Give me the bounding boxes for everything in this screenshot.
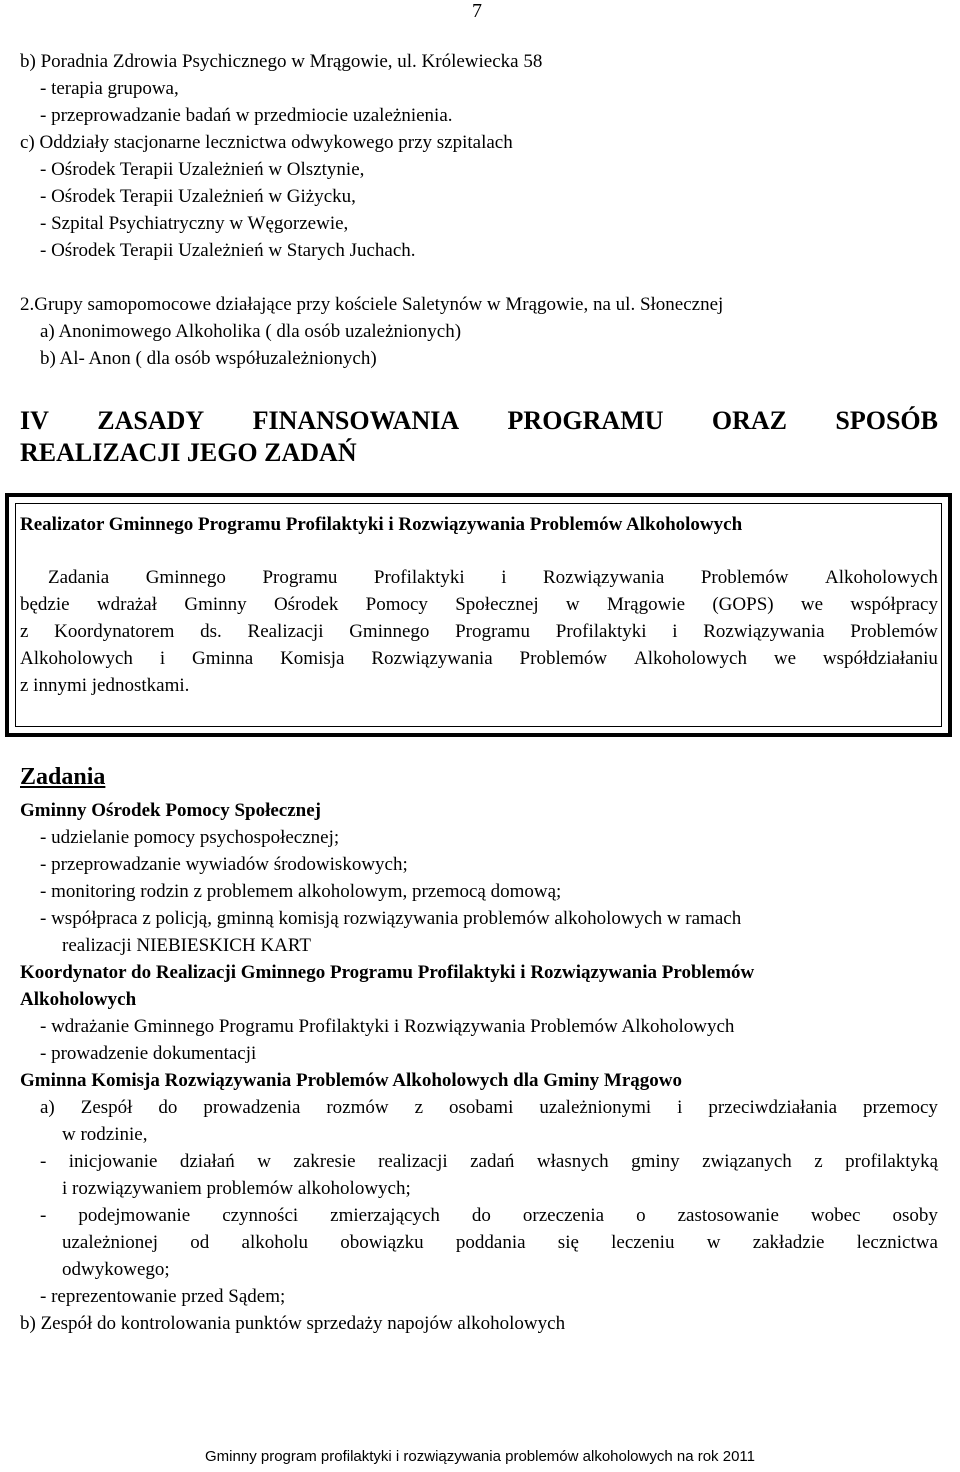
list-item: - Ośrodek Terapii Uzależnień w Starych Juchach. [40,240,416,261]
list-item-continuation: realizacji NIEBIESKICH KART [62,935,311,956]
heading-word: FINANSOWANIA [252,406,460,435]
komisja-line: - podejmowanie czynności zmierzających do orzeczenia o zastosowanie wobec osoby [40,1205,938,1226]
komisja-line: - inicjowanie działań w zakresie realizacji zadań własnych gminy związanych z profilaktyką [40,1151,938,1172]
box-title: Realizator Gminnego Programu Profilaktyki i Rozwiązywania Problemów Alkoholowych [20,514,743,535]
heading-word: PROGRAMU [507,406,664,435]
list-item: - współpraca z policją, gminną komisją rozwiązywania problemów alkoholowych w ramach [40,908,742,929]
box-line: będzie wdrażał Gminny Ośrodek Pomocy Społecznej w Mrągowie (GOPS) we współpracy [20,594,938,615]
list-item: - Szpital Psychiatryczny w Węgorzewie, [40,213,349,234]
list-item: - wdrażanie Gminnego Programu Profilaktyki i Rozwiązywania Problemów Alkoholowych [40,1016,735,1037]
list-item: - przeprowadzanie badań w przedmiocie uzależnienia. [40,105,453,126]
heading-word: ORAZ [711,406,788,435]
page-number: 7 [472,0,482,22]
komisja-line: b) Zespół do kontrolowania punktów sprzedaży napojów alkoholowych [20,1313,566,1334]
komisja-line: - reprezentowanie przed Sądem; [40,1286,286,1307]
box-line: z Koordynatorem ds. Realizacji Gminnego Programu Profilaktyki i Rozwiązywania Problemów [20,621,938,642]
heading-word: SPOSÓB [835,406,938,435]
komisja-line: w rodzinie, [62,1124,148,1145]
list-item: - przeprowadzanie wywiadów środowiskowych; [40,854,408,875]
box-line: Alkoholowych i Gminna Komisja Rozwiązywania Problemów Alkoholowych we współdziałaniu [20,648,938,669]
list-item: - prowadzenie dokumentacji [40,1043,257,1064]
page-footer: Gminny program profilaktyki i rozwiązywania problemów alkoholowych na rok 2011 [205,1448,755,1465]
zadania-title: Zadania [20,764,106,790]
list-item: - terapia grupowa, [40,78,179,99]
heading-word: IV [20,406,49,435]
heading-line-2: REALIZACJI JEGO ZADAŃ [20,438,357,467]
koordynator-title: Koordynator do Realizacji Gminnego Programu Profilaktyki i Rozwiązywania Problemów [20,962,755,983]
komisja-line: a) Zespół do prowadzenia rozmów z osobami uzależnionymi i przeciwdziałania przemocy [40,1097,938,1118]
poradnia-title: b) Poradnia Zdrowia Psychicznego w Mrągowie, ul. Królewiecka 58 [20,51,543,72]
list-item: a) Anonimowego Alkoholika ( dla osób uzależnionych) [40,321,462,342]
grupy-title: 2.Grupy samopomocowe działające przy kościele Saletynów w Mrągowie, na ul. Słonecznej [20,294,724,315]
oddzialy-title: c) Oddziały stacjonarne lecznictwa odwykowego przy szpitalach [20,132,513,153]
box-line: Zadania Gminnego Programu Profilaktyki i Rozwiązywania Problemów Alkoholowych [48,567,938,588]
komisja-line: odwykowego; [62,1259,170,1280]
gops-title: Gminny Ośrodek Pomocy Społecznej [20,800,322,821]
box-line-last: z innymi jednostkami. [20,675,190,696]
komisja-line: uzależnionej od alkoholu obowiązku poddania się leczeniu w zakładzie lecznictwa [62,1232,938,1253]
list-item: - Ośrodek Terapii Uzależnień w Giżycku, [40,186,356,207]
list-item: - Ośrodek Terapii Uzależnień w Olsztynie, [40,159,365,180]
komisja-title: Gminna Komisja Rozwiązywania Problemów Alkoholowych dla Gminy Mrągowo [20,1070,683,1091]
list-item: b) Al- Anon ( dla osób współuzależnionych) [40,348,377,369]
koordynator-title-2: Alkoholowych [20,989,137,1010]
komisja-line: i rozwiązywaniem problemów alkoholowych; [62,1178,411,1199]
heading-word: ZASADY [97,406,205,435]
section-heading [20,405,938,469]
list-item: - monitoring rodzin z problemem alkoholowym, przemocą domową; [40,881,562,902]
list-item: - udzielanie pomocy psychospołecznej; [40,827,340,848]
